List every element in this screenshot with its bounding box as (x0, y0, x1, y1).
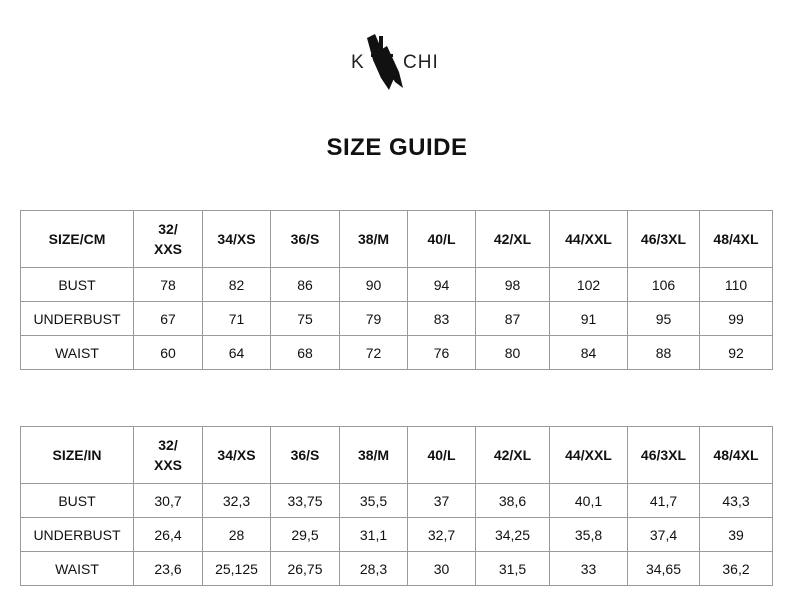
table-cell: 26,4 (134, 518, 203, 552)
table-cell: 28,3 (340, 552, 408, 586)
unit-header: SIZE/IN (21, 427, 134, 484)
table-cell: 98 (476, 268, 550, 302)
table-cell: 76 (408, 336, 476, 370)
size-table-cm (20, 210, 773, 370)
size-table-in (20, 426, 773, 586)
row-label: WAIST (21, 552, 134, 586)
size-header-l: 40/L (408, 427, 476, 484)
table-cell: 33,75 (271, 484, 340, 518)
table-cell: 90 (340, 268, 408, 302)
size-header-xs: 34/XS (203, 211, 271, 268)
row-label: UNDERBUST (21, 518, 134, 552)
logo-mark-icon (361, 32, 405, 92)
table-cell: 83 (408, 302, 476, 336)
table-cell: 82 (203, 268, 271, 302)
size-header-xl: 42/XL (476, 427, 550, 484)
table-cell: 33 (550, 552, 628, 586)
size-header-l: 40/L (408, 211, 476, 268)
table-row-bust (21, 484, 773, 518)
row-label: BUST (21, 484, 134, 518)
table-cell: 32,3 (203, 484, 271, 518)
size-header-xxl: 44/XXL (550, 211, 628, 268)
table-cell: 95 (628, 302, 700, 336)
table-cell: 102 (550, 268, 628, 302)
table-cell: 23,6 (134, 552, 203, 586)
table-cell: 41,7 (628, 484, 700, 518)
size-header-xxl: 44/XXL (550, 427, 628, 484)
size-header-xl: 42/XL (476, 211, 550, 268)
table-cell: 78 (134, 268, 203, 302)
table-cell: 34,25 (476, 518, 550, 552)
logo-text-right: CHI (403, 52, 439, 73)
table-cell: 30 (408, 552, 476, 586)
table-cell: 40,1 (550, 484, 628, 518)
table-cell: 94 (408, 268, 476, 302)
row-label: BUST (21, 268, 134, 302)
table-row-waist (21, 552, 773, 586)
logo-text-left: K (351, 52, 365, 73)
size-header-label: 32/ XXS (153, 437, 182, 473)
table-cell: 60 (134, 336, 203, 370)
size-header-label: 32/ XXS (153, 221, 182, 257)
table-row-bust (21, 268, 773, 302)
table-cell: 75 (271, 302, 340, 336)
size-header-4xl: 48/4XL (700, 427, 773, 484)
table-cell: 37,4 (628, 518, 700, 552)
table-cell: 106 (628, 268, 700, 302)
table-cell: 79 (340, 302, 408, 336)
unit-header: SIZE/CM (21, 211, 134, 268)
size-header-s: 36/S (271, 427, 340, 484)
table-cell: 25,125 (203, 552, 271, 586)
table-cell: 38,6 (476, 484, 550, 518)
table-cell: 39 (700, 518, 773, 552)
table-cell: 30,7 (134, 484, 203, 518)
table-cell: 99 (700, 302, 773, 336)
table-cell: 32,7 (408, 518, 476, 552)
row-label: WAIST (21, 336, 134, 370)
size-header-3xl: 46/3XL (628, 211, 700, 268)
table-row-waist (21, 336, 773, 370)
table-cell: 86 (271, 268, 340, 302)
table-cell: 31,1 (340, 518, 408, 552)
size-header-s: 36/S (271, 211, 340, 268)
logo-wordmark (347, 32, 457, 92)
table-cell: 84 (550, 336, 628, 370)
table-cell: 43,3 (700, 484, 773, 518)
table-cell: 35,5 (340, 484, 408, 518)
table-cell: 92 (700, 336, 773, 370)
size-header-xxs (134, 211, 203, 268)
table-cell: 72 (340, 336, 408, 370)
row-label: UNDERBUST (21, 302, 134, 336)
table-cell: 71 (203, 302, 271, 336)
table-cell: 64 (203, 336, 271, 370)
size-header-xs: 34/XS (203, 427, 271, 484)
table-cell: 37 (408, 484, 476, 518)
table-cell: 35,8 (550, 518, 628, 552)
page-title: SIZE GUIDE (326, 134, 468, 161)
table-cell: 91 (550, 302, 628, 336)
table-cell: 28 (203, 518, 271, 552)
table-cell: 88 (628, 336, 700, 370)
table-cell: 80 (476, 336, 550, 370)
brand-logo (0, 18, 794, 98)
table-cell: 68 (271, 336, 340, 370)
size-header-4xl: 48/4XL (700, 211, 773, 268)
table-row-underbust (21, 302, 773, 336)
table-cell: 31,5 (476, 552, 550, 586)
size-header-m: 38/M (340, 427, 408, 484)
table-cell: 29,5 (271, 518, 340, 552)
size-header-m: 38/M (340, 211, 408, 268)
size-header-3xl: 46/3XL (628, 427, 700, 484)
size-header-xxs (134, 427, 203, 484)
table-header-row (21, 211, 773, 268)
table-header-row (21, 427, 773, 484)
table-row-underbust (21, 518, 773, 552)
table-cell: 36,2 (700, 552, 773, 586)
table-cell: 26,75 (271, 552, 340, 586)
table-cell: 34,65 (628, 552, 700, 586)
table-cell: 110 (700, 268, 773, 302)
table-cell: 87 (476, 302, 550, 336)
table-cell: 67 (134, 302, 203, 336)
